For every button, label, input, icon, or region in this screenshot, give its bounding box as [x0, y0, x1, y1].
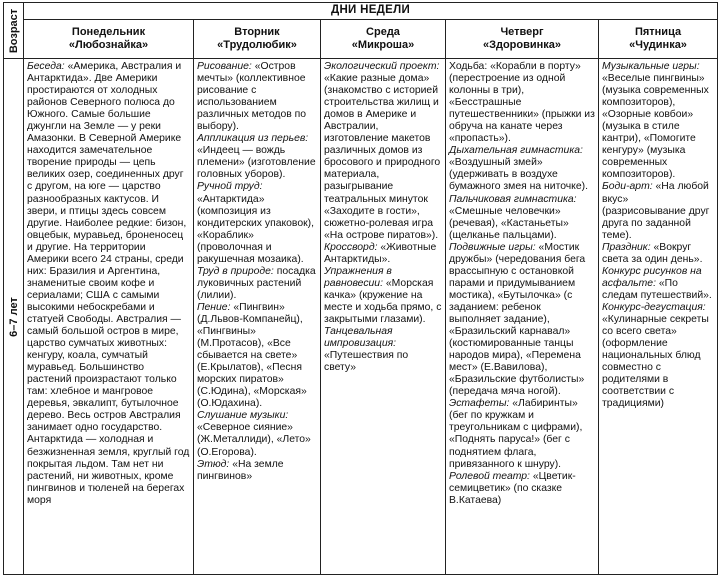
day-header-thursday — [446, 20, 599, 59]
activity-item — [324, 266, 442, 326]
activity-item — [197, 266, 317, 302]
age-header-label: Возраст — [7, 8, 20, 53]
day-theme: «Любознайка» — [68, 39, 149, 51]
activity-item — [449, 145, 595, 193]
activity-text: «Смешные человечки» (речевая), «Кастаньеты» (щелканье пальцами). — [449, 205, 569, 241]
age-cell — [4, 59, 24, 575]
activity-text: «Какие разные дома» (знакомство с историей строительства жилищ и домов в Америке и Австралии, изготовление макетов различных домов из бросового и природного материала, разыгрывание театральных минуток «Заходите в гости», сюжетно-ролевая игра «На острове пиратов»). — [324, 73, 441, 241]
activity-label: Пение: — [197, 301, 231, 313]
activity-item — [602, 266, 714, 302]
day-header-monday — [24, 20, 194, 59]
day-theme: «Здоровинка» — [482, 39, 562, 51]
activity-text: «Веселые пингвины» (музыка современных композиторов), «Озорные ковбои» (музыка в стиле кантри), «Помогите кенгуру» (музыка современных композиторов). — [602, 73, 709, 181]
activity-label: Ролевой театр: — [449, 470, 530, 482]
schedule-page — [3, 2, 717, 578]
activity-text: «Воздушный змей» (удерживать в воздухе бумажного змея на ниточке). — [449, 157, 588, 193]
activity-label: Музыкальные игры: — [602, 61, 700, 72]
day-header-friday — [599, 20, 718, 59]
day-name: Четверг — [500, 26, 544, 38]
age-value: 6–7 лет — [7, 296, 20, 337]
friday-cell — [599, 59, 718, 575]
tuesday-cell — [194, 59, 321, 575]
activity-text: «Животные Антарктиды». — [324, 241, 437, 265]
activity-item — [449, 61, 595, 145]
activity-item — [197, 302, 317, 410]
activity-item — [449, 242, 595, 399]
activity-label: Эстафеты: — [449, 398, 510, 410]
activity-item — [449, 398, 595, 470]
activity-label: Праздник: — [602, 241, 651, 253]
activity-item — [602, 181, 714, 241]
day-header-tuesday — [194, 20, 321, 59]
activity-item — [602, 302, 714, 410]
activity-label: Кроссворд: — [324, 241, 378, 253]
activity-text: «Антарктида» (композиция из кондитерских упаковок), «Кораблик» (проволочная и ракушечная мозаика). — [197, 193, 314, 265]
activity-label: Этюд: — [197, 458, 230, 470]
activity-text: «На земле пингвинов» — [197, 458, 284, 482]
activity-text: «Цветик-семицветик» (по сказке В.Катаева) — [449, 470, 576, 506]
activity-text: «Морская качка» (кружение на месте и ходьба прямо, с закрытыми глазами). — [324, 277, 442, 325]
activity-label: Конкурс рисунков на асфальте: — [602, 265, 702, 289]
day-headers-row — [4, 20, 718, 59]
activity-label: Подвижные игры: — [449, 241, 536, 253]
day-name: Вторник — [234, 26, 280, 38]
activity-label: Пальчиковая гимнастика: — [449, 193, 577, 205]
activity-label: Аппликация из перьев: — [197, 133, 309, 145]
activity-label: Упражнения в равновесии: — [324, 265, 392, 289]
activity-label: Слушание музыки: — [197, 410, 289, 422]
thursday-cell — [446, 59, 599, 575]
day-name: Пятница — [634, 26, 682, 38]
days-of-week-header: ДНИ НЕДЕЛИ — [24, 3, 718, 20]
weekly-schedule-table — [3, 2, 718, 575]
activity-item — [449, 471, 595, 507]
day-theme: «Трудолюбик» — [217, 39, 297, 51]
day-header-wednesday — [321, 20, 446, 59]
activity-text: «Пингвин» (Д.Львов-Компанейц), «Пингвины» (М.Протасов), «Все сбывается на свете» (Е.Крылатов), «Песня морских пиратов» (С.Юдина), «Морская» (О.Юдахина). — [197, 301, 307, 410]
activity-label: Ручной труд: — [197, 181, 263, 193]
activity-text: «Лабиринты» (бег по кружкам и треугольникам с цифрами), «Поднять паруса!» (бег с поднятием флага, привязанного к шнуру). — [449, 398, 583, 470]
activity-item — [324, 242, 442, 266]
activity-label: Рисование: — [197, 61, 252, 72]
activity-text: «Индеец — вождь племени» (изготовление головных уборов). — [197, 145, 316, 181]
activity-item — [449, 194, 595, 242]
activity-label: Труд в природе: — [197, 265, 274, 277]
activity-text: «Остров мечты» (коллективное рисование с использованием различных методов по выбору). — [197, 61, 307, 133]
activity-label: Боди-арт: — [602, 181, 653, 193]
activity-item — [197, 459, 317, 483]
activity-item — [197, 133, 317, 181]
activity-item — [197, 181, 317, 265]
activity-item — [602, 61, 714, 181]
day-theme: «Микроша» — [351, 39, 415, 51]
activity-item — [602, 242, 714, 266]
activity-text: Ходьба: «Корабли в порту» (перестроение из одной колонны в три), «Бесстрашные путешественники» (прыжки из обруча на канате через «пропасть»). — [449, 61, 595, 145]
activity-item — [324, 61, 442, 242]
activity-text: «Мостик дружбы» (чередования бега врассыпную с остановкой парами и придумыванием мостика), «Бутылочка» (с заданием: ребенок выполняет задание), «Бразильский карнавал» (костюмированные танцы народов мира), «Перемена мест» (Е.Вавилова), «Бразильские футболисты» (передача мяча ногой). — [449, 241, 586, 398]
activity-text: «Путешествия по свету» — [324, 350, 409, 374]
activity-text: «По следам путешествий». — [602, 277, 712, 301]
activity-label: Танцевальная импровизация: — [324, 326, 397, 350]
age-header — [4, 3, 24, 59]
activity-label: Экологический проект: — [324, 61, 440, 72]
day-name: Понедельник — [71, 26, 146, 38]
age-row — [4, 59, 718, 575]
activity-text: «Вокруг света за один день». — [602, 241, 703, 265]
monday-cell — [24, 59, 194, 575]
day-name: Среда — [366, 26, 400, 38]
activity-text: «Кулинарные секреты со всего света» (оформление национальных блюд совместно с родителями в соответствии с традициями) — [602, 313, 709, 410]
activity-text: «Северное сияние» (Ж.Металлиди), «Лето» (О.Егорова). — [197, 422, 311, 458]
activity-text: «Америка, Австралия и Антарктида». Две Америки простираются от холодных районов Северного полюса до Южного. Самые большие джунгли на Земле — у реки Амазонки. В Северной Америке находится замечательное творение природы — цепь великих озер, соединенных друг с другом, на юге — царство разнообразных кактусов. И звери, и птицы здесь совсем другие. Наиболее редкие: бизон, овцебык, муравьед, броненосец и другие. На территории Америки всего 24 страны, среди них: Бразилия и Аргентина, знаменитые своим кофе и сериалами; США с самыми высокими небоскребами и статуей Свободы. Австралия — самый большой остров в мире, царство сумчатых животных: кенгуру, коала, сумчатый муравьед. Большинство растений произрастают только там: хлебное и мангровое деревья, эвкалипт, бутылочное дерево. Весь остров Австралия занимает одно государство. Антарктида — холодная и безжизненная земля, круглый год покрытая льдом. Там нет ни растений, ни животных, кроме пингвинов и тюленей на берегах моря — [27, 61, 190, 506]
activity-text: посадка луковичных растений (лилии). — [197, 265, 316, 301]
activity-label: Конкурс-дегустация: — [602, 301, 706, 313]
activity-item — [197, 61, 317, 133]
activity-text: «На любой вкус» (разрисовывание друг друга по заданной теме). — [602, 181, 710, 241]
day-theme: «Чудинка» — [629, 39, 687, 51]
activity-item — [324, 326, 442, 374]
activity-label: Дыхательная гимнастика: — [449, 145, 583, 157]
activity-label: Беседа: — [27, 61, 65, 72]
activity-item — [197, 410, 317, 458]
wednesday-cell — [321, 59, 446, 575]
